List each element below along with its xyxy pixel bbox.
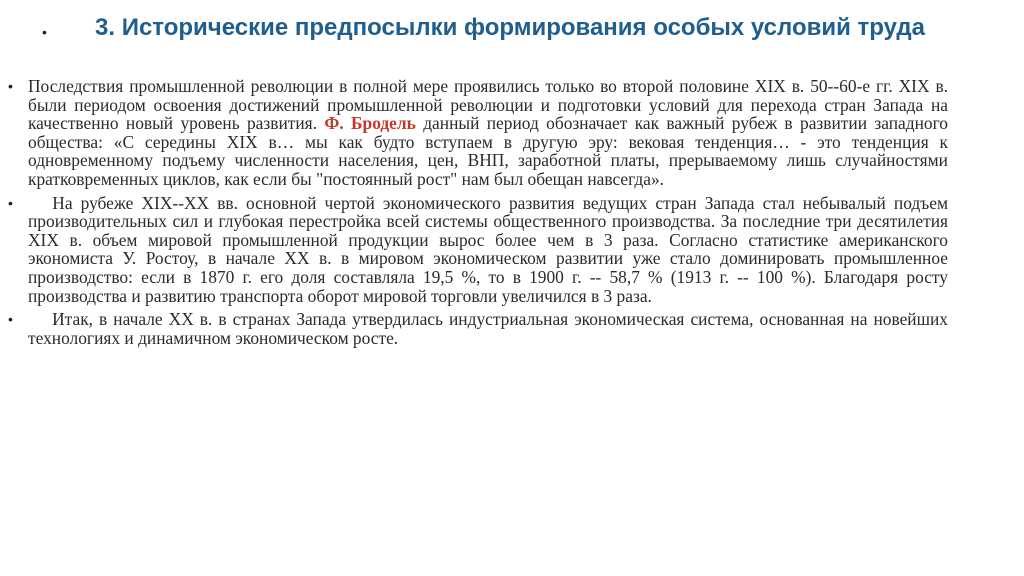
- bullet-icon: •: [8, 78, 13, 94]
- title-bullet-icon: •: [42, 24, 47, 40]
- title-row: [30, 14, 990, 70]
- paragraph-2-text: На рубеже XIX--XX вв. основной чертой экономического развития ведущих стран Запада стал небывалый подъем производительных сил и глубокая перестройка всей системы общественного производства. За последние три десятилетия XIX в. объем мировой промышленной продукции вырос более чем в 3 раза. Согласно статистике американского экономиста У. Ростоу, в начале XX в. в мировом экономическом развитии уже стало доминировать промышленное производство: если в 1870 г. его доля составляла 19,5 %, то в 1900 г. -- 58,7 % (1913 г. -- 100 %). Благодаря росту производства и развитию транспорта оборот мировой торговли увеличился в 3 раза.: [28, 192, 953, 306]
- paragraph-2: [8, 192, 953, 306]
- author-name: Ф. Бродель: [324, 113, 416, 134]
- bullet-icon: •: [8, 311, 13, 328]
- bullet-icon: •: [8, 194, 13, 211]
- paragraph-3-text: Итак, в начале XX в. в странах Запада утвердилась индустриальная экономическая система, основанная на новейших технологиях и динамичном экономическом росте.: [28, 309, 953, 348]
- paragraph-1-text-end: данный период обозначает как важный рубеж в развитии западного общества: «С середины XIX в… мы как будто вступаем в другую эру: вековая тенденция… - это тенденция к одновременному подъему численности населения, цен, ВНП, заработной платы, прерываемому лишь случайностями кратковременных циклов, как если бы "постоянный рост" нам был обещан навсегда».: [28, 113, 948, 189]
- slide-title: 3. Исторические предпосылки формирования особых условий труда: [95, 14, 925, 41]
- slide-body: [8, 76, 953, 352]
- paragraph-1: [8, 77, 948, 189]
- paragraph-1-text-start: Последствия промышленной революции в полной мере проявились только во второй половине XIX в. 50--60-е гг. XIX в. были периодом освоения достижений промышленной революции и подготовки условий для перехода стран Запада на качественно новый уровень развития.: [28, 76, 948, 134]
- paragraph-3: [8, 309, 953, 348]
